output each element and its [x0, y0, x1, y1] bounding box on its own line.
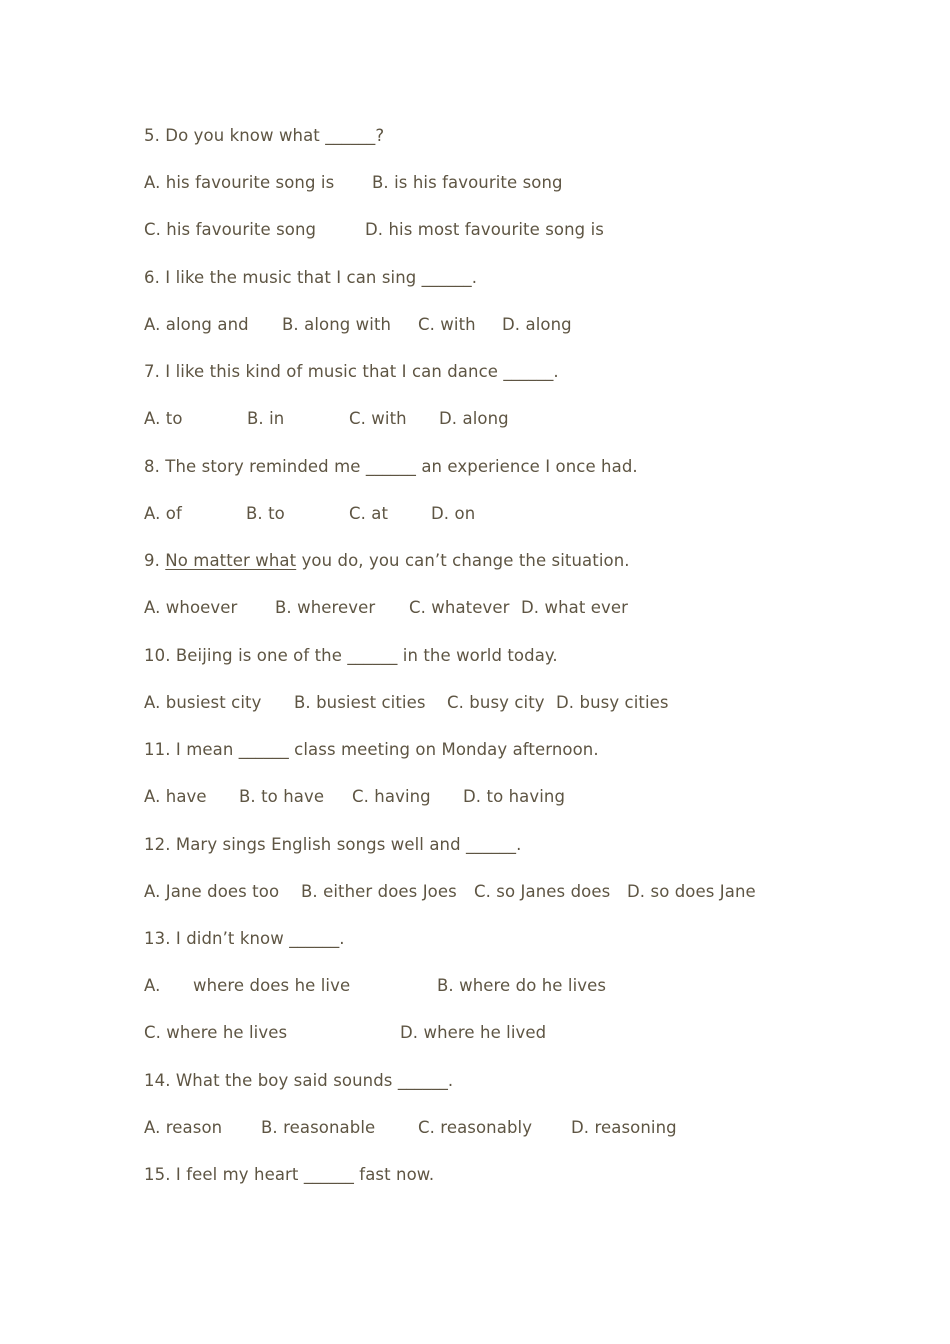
question-6-option-a: A. along and — [144, 315, 249, 334]
question-9-option-a: A. whoever — [144, 598, 238, 617]
question-8-stem: 8. The story reminded me ______ an experience I once had. — [144, 457, 638, 476]
question-6-option-c: C. with — [418, 315, 476, 334]
question-5-option-c: C. his favourite song — [144, 220, 317, 239]
question-15-stem: 15. I feel my heart ______ fast now. — [144, 1165, 435, 1184]
question-9-stem — [144, 551, 630, 571]
question-11-option-b: B. to have — [239, 787, 325, 806]
question-12-option-c: C. so Janes does — [474, 882, 611, 901]
question-14-stem: 14. What the boy said sounds ______. — [144, 1071, 454, 1090]
question-13-option-c: C. where he lives — [144, 1023, 288, 1042]
question-10-option-a: A. busiest city — [144, 693, 262, 712]
question-14-option-a: A. reason — [144, 1118, 223, 1137]
question-9-option-b: B. wherever — [275, 598, 376, 617]
question-12-option-d: D. so does Jane — [627, 882, 756, 901]
question-9-option-c: C. whatever — [409, 598, 510, 617]
question-10-option-c: C. busy city — [447, 693, 545, 712]
question-7-stem: 7. I like this kind of music that I can dance ______. — [144, 362, 559, 381]
question-10-option-d: D. busy cities — [556, 693, 669, 712]
question-9-option-d: D. what ever — [521, 598, 629, 617]
question-8-option-a: A. of — [144, 504, 182, 523]
question-8-option-b: B. to — [246, 504, 285, 523]
question-11-option-c: C. having — [352, 787, 431, 806]
question-7-option-b: B. in — [247, 409, 285, 428]
question-8-option-c: C. at — [349, 504, 389, 523]
question-5-option-b: B. is his favourite song — [372, 173, 563, 192]
question-13-option-a-letter: A. — [144, 976, 161, 995]
question-7-option-a: A. to — [144, 409, 183, 428]
question-11-option-d: D. to having — [463, 787, 566, 806]
question-5-option-a: A. his favourite song is — [144, 173, 335, 192]
question-14-option-c: C. reasonably — [418, 1118, 533, 1137]
question-11-option-a: A. have — [144, 787, 207, 806]
question-9-underlined-phrase: No matter what — [165, 551, 297, 570]
question-9-stem-rest: you do, you can’t change the situation. — [296, 551, 630, 570]
question-14-option-d: D. reasoning — [571, 1118, 677, 1137]
question-5-option-d: D. his most favourite song is — [365, 220, 604, 239]
question-6-stem: 6. I like the music that I can sing ______. — [144, 268, 478, 287]
question-12-option-b: B. either does Joes — [301, 882, 457, 901]
question-13-option-d: D. where he lived — [400, 1023, 547, 1042]
question-12-option-a: A. Jane does too — [144, 882, 280, 901]
question-10-stem: 10. Beijing is one of the ______ in the world today. — [144, 646, 558, 665]
question-10-option-b: B. busiest cities — [294, 693, 426, 712]
question-13-stem: 13. I didn’t know ______. — [144, 929, 345, 948]
question-8-option-d: D. on — [431, 504, 476, 523]
question-14-option-b: B. reasonable — [261, 1118, 376, 1137]
question-12-stem: 12. Mary sings English songs well and ______. — [144, 835, 522, 854]
question-6-option-d: D. along — [502, 315, 572, 334]
question-13-option-b: B. where do he lives — [437, 976, 607, 995]
question-13-option-a: where does he live — [193, 976, 351, 995]
question-5-stem: 5. Do you know what ______? — [144, 126, 385, 145]
question-7-option-d: D. along — [439, 409, 509, 428]
question-6-option-b: B. along with — [282, 315, 392, 334]
question-9-number: 9. — [144, 551, 166, 570]
question-7-option-c: C. with — [349, 409, 407, 428]
question-11-stem: 11. I mean ______ class meeting on Monday afternoon. — [144, 740, 599, 759]
